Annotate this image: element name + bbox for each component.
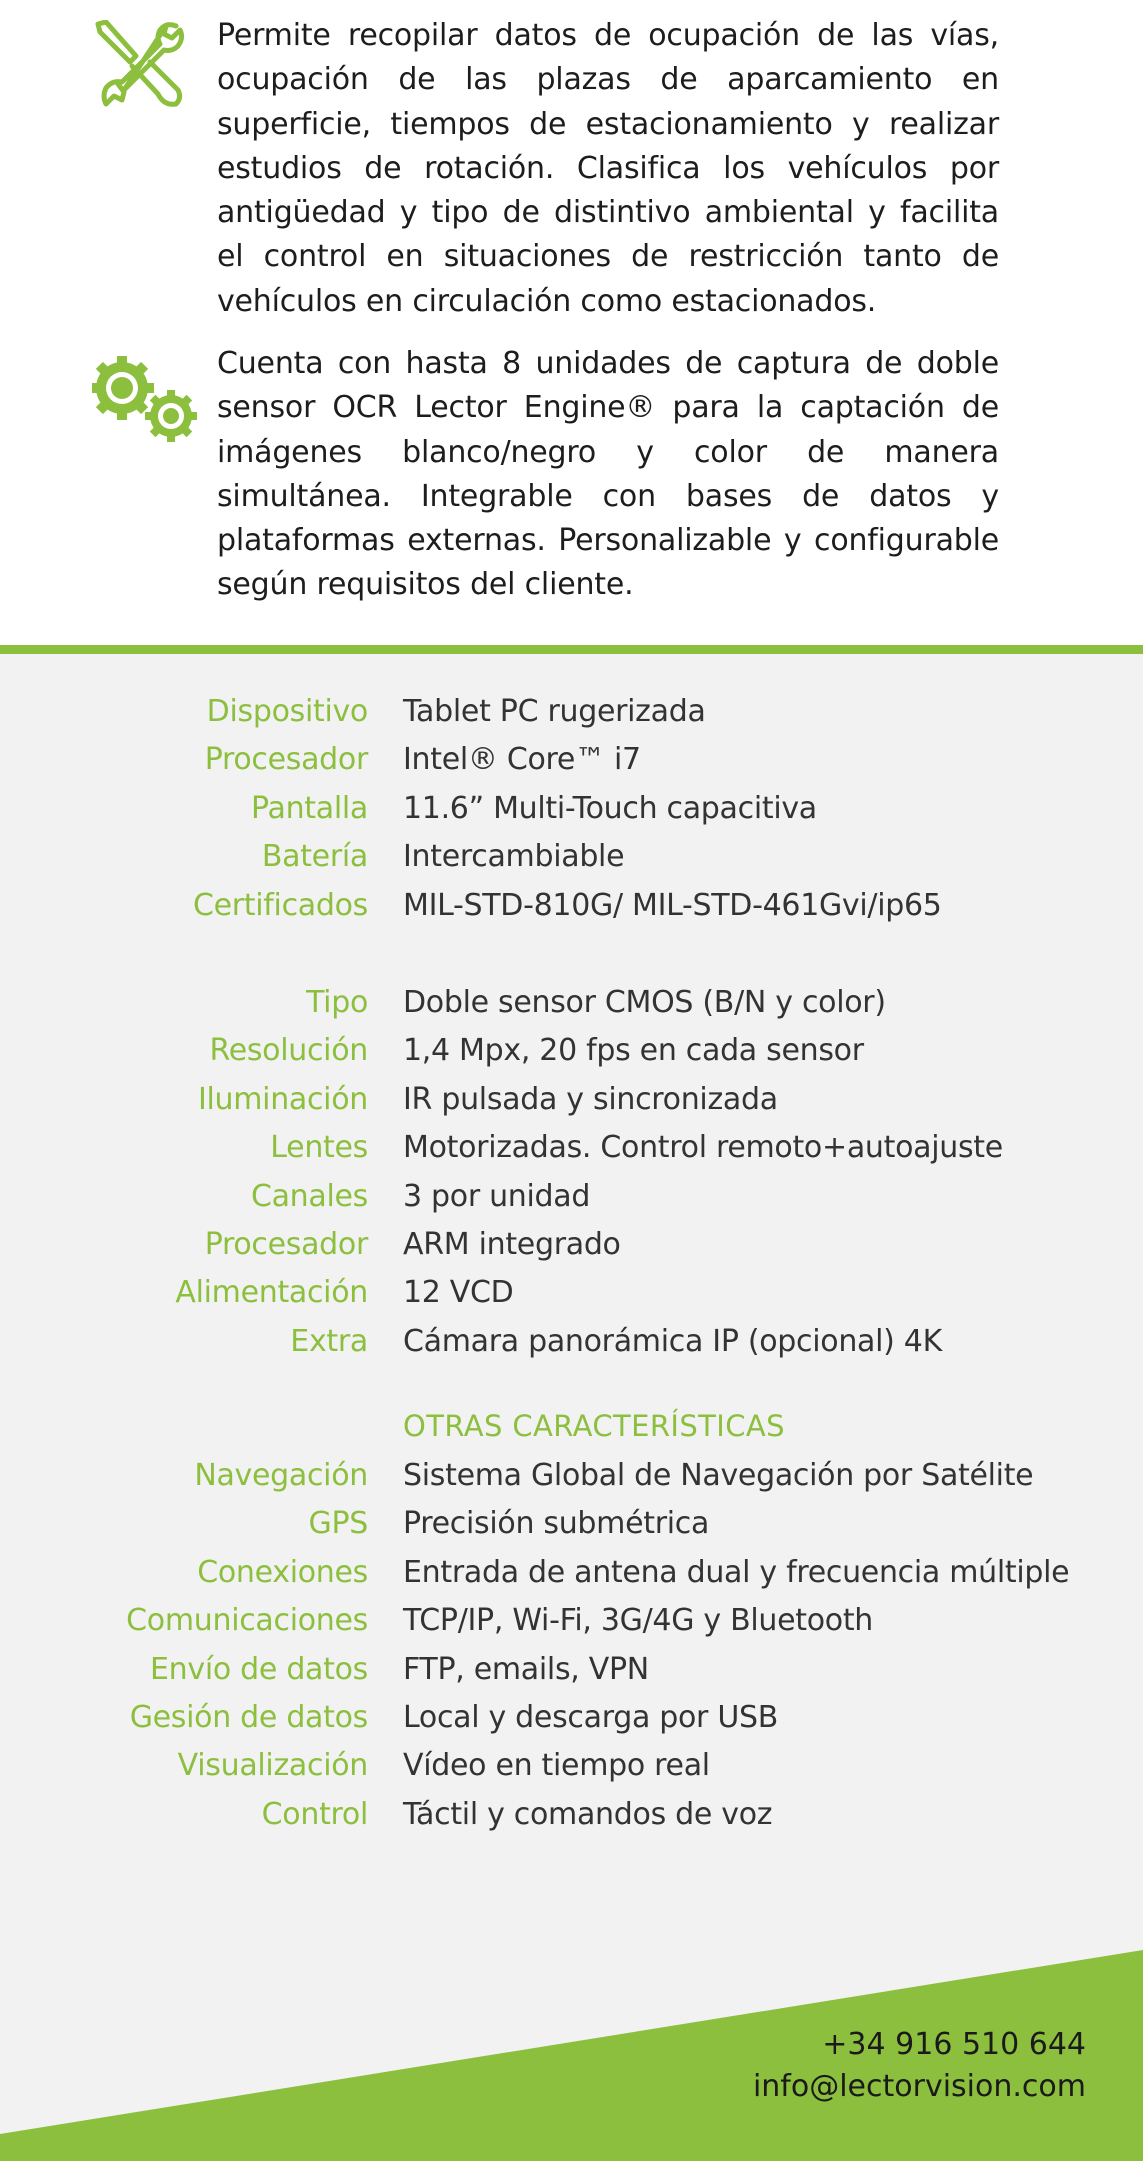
spec-label: Control xyxy=(261,1796,368,1832)
spec-row xyxy=(0,1318,1143,1366)
spec-row xyxy=(0,1742,1143,1790)
section-divider xyxy=(0,645,1143,654)
spec-row xyxy=(0,1500,1143,1548)
spec-value: Precisión submétrica xyxy=(403,1506,710,1542)
spec-label: Dispositivo xyxy=(206,694,368,729)
spec-row xyxy=(0,1076,1143,1124)
spec-row xyxy=(0,1791,1143,1839)
spec-label: Iluminación xyxy=(197,1081,368,1117)
spec-row xyxy=(0,1221,1143,1269)
spec-value: 11.6” Multi-Touch capacitiva xyxy=(403,790,817,826)
spec-label: Alimentación xyxy=(175,1275,368,1311)
spec-row xyxy=(0,882,1143,930)
spec-value: Intercambiable xyxy=(403,839,625,875)
spec-label: Lentes xyxy=(270,1130,368,1166)
spec-label: Procesador xyxy=(204,1227,368,1262)
spec-value: MIL-STD-810G/ MIL-STD-461Gvi/ip65 xyxy=(403,887,942,923)
spec-label: Conexiones xyxy=(197,1554,368,1590)
spec-label: Batería xyxy=(261,839,368,875)
contact-email: info@lectorvision.com xyxy=(752,2069,1086,2104)
spec-label: Navegación xyxy=(194,1458,368,1493)
spec-row xyxy=(0,1549,1143,1597)
spec-label: Certificados xyxy=(192,887,368,923)
spec-row xyxy=(0,1027,1143,1075)
spec-row xyxy=(0,1646,1143,1694)
spec-label: Pantalla xyxy=(251,790,368,826)
spec-value: Motorizadas. Control remoto+autoajuste xyxy=(403,1130,1003,1166)
spec-value: Cámara panorámica IP (opcional) 4K xyxy=(403,1323,942,1359)
spec-value: FTP, emails, VPN xyxy=(403,1651,649,1687)
spec-value: 1,4 Mpx, 20 fps en cada sensor xyxy=(403,1033,864,1069)
spec-label: Visualización xyxy=(177,1748,368,1784)
spec-label: Resolución xyxy=(209,1033,368,1069)
gears-icon xyxy=(92,356,202,448)
spec-row xyxy=(0,1173,1143,1221)
spec-row xyxy=(0,833,1143,881)
spec-label: Gesión de datos xyxy=(129,1700,368,1735)
spec-value: TCP/IP, Wi-Fi, 3G/4G y Bluetooth xyxy=(403,1603,874,1639)
spec-label: Envío de datos xyxy=(150,1651,368,1687)
other-features-heading: OTRAS CARACTERÍSTICAS xyxy=(403,1409,785,1443)
spec-value: Intel® Core™ i7 xyxy=(403,742,641,778)
spec-value: ARM integrado xyxy=(403,1227,621,1262)
spec-value: IR pulsada y sincronizada xyxy=(403,1081,778,1117)
spec-value: Entrada de antena dual y frecuencia múltiple xyxy=(403,1554,1070,1590)
spec-label: GPS xyxy=(308,1506,368,1542)
spec-value: 3 por unidad xyxy=(403,1178,591,1214)
spec-value: Tablet PC rugerizada xyxy=(403,694,706,729)
spec-label: Procesador xyxy=(204,742,368,778)
spec-label: Tipo xyxy=(306,985,368,1020)
spec-label: Canales xyxy=(250,1178,368,1214)
spec-row xyxy=(0,736,1143,784)
feature-description: Permite recopilar datos de ocupación de las vías, ocupación de las plazas de aparcamiento en superficie, tiempos de estacionamiento y realizar estudios de rotación. Clasifica los vehículos por antigüedad y tipo de distintivo ambiental y facilita el control en situaciones de restricción tanto de vehículos en circulación como estacionados. xyxy=(217,18,999,319)
spec-label: Extra xyxy=(290,1323,368,1359)
spec-row xyxy=(0,1452,1143,1500)
spec-value: Doble sensor CMOS (B/N y color) xyxy=(403,985,886,1020)
spec-row xyxy=(0,979,1143,1027)
intro-section xyxy=(0,0,1143,645)
wrench-screwdriver-icon xyxy=(92,20,188,114)
spec-row xyxy=(0,1597,1143,1645)
feature-description: Cuenta con hasta 8 unidades de captura de doble sensor OCR Lector Engine® para la captación de imágenes blanco/negro y color de manera simultánea. Integrable con bases de datos y plataformas externas. Personalizable y configurable según requisitos del cliente. xyxy=(217,346,999,603)
spec-value: 12 VCD xyxy=(403,1275,514,1311)
spec-value: Táctil y comandos de voz xyxy=(403,1796,773,1832)
specifications-section xyxy=(0,654,1143,2161)
spec-label: Comunicaciones xyxy=(126,1603,368,1639)
spec-value: Sistema Global de Navegación por Satélite xyxy=(403,1458,1034,1493)
spec-row xyxy=(0,1269,1143,1317)
spec-row xyxy=(0,785,1143,833)
spec-value: Vídeo en tiempo real xyxy=(403,1748,710,1784)
spec-value: Local y descarga por USB xyxy=(403,1700,779,1735)
spec-row xyxy=(0,688,1143,736)
spec-row xyxy=(0,1694,1143,1742)
contact-phone: +34 916 510 644 xyxy=(822,2027,1086,2062)
spec-row xyxy=(0,1124,1143,1172)
